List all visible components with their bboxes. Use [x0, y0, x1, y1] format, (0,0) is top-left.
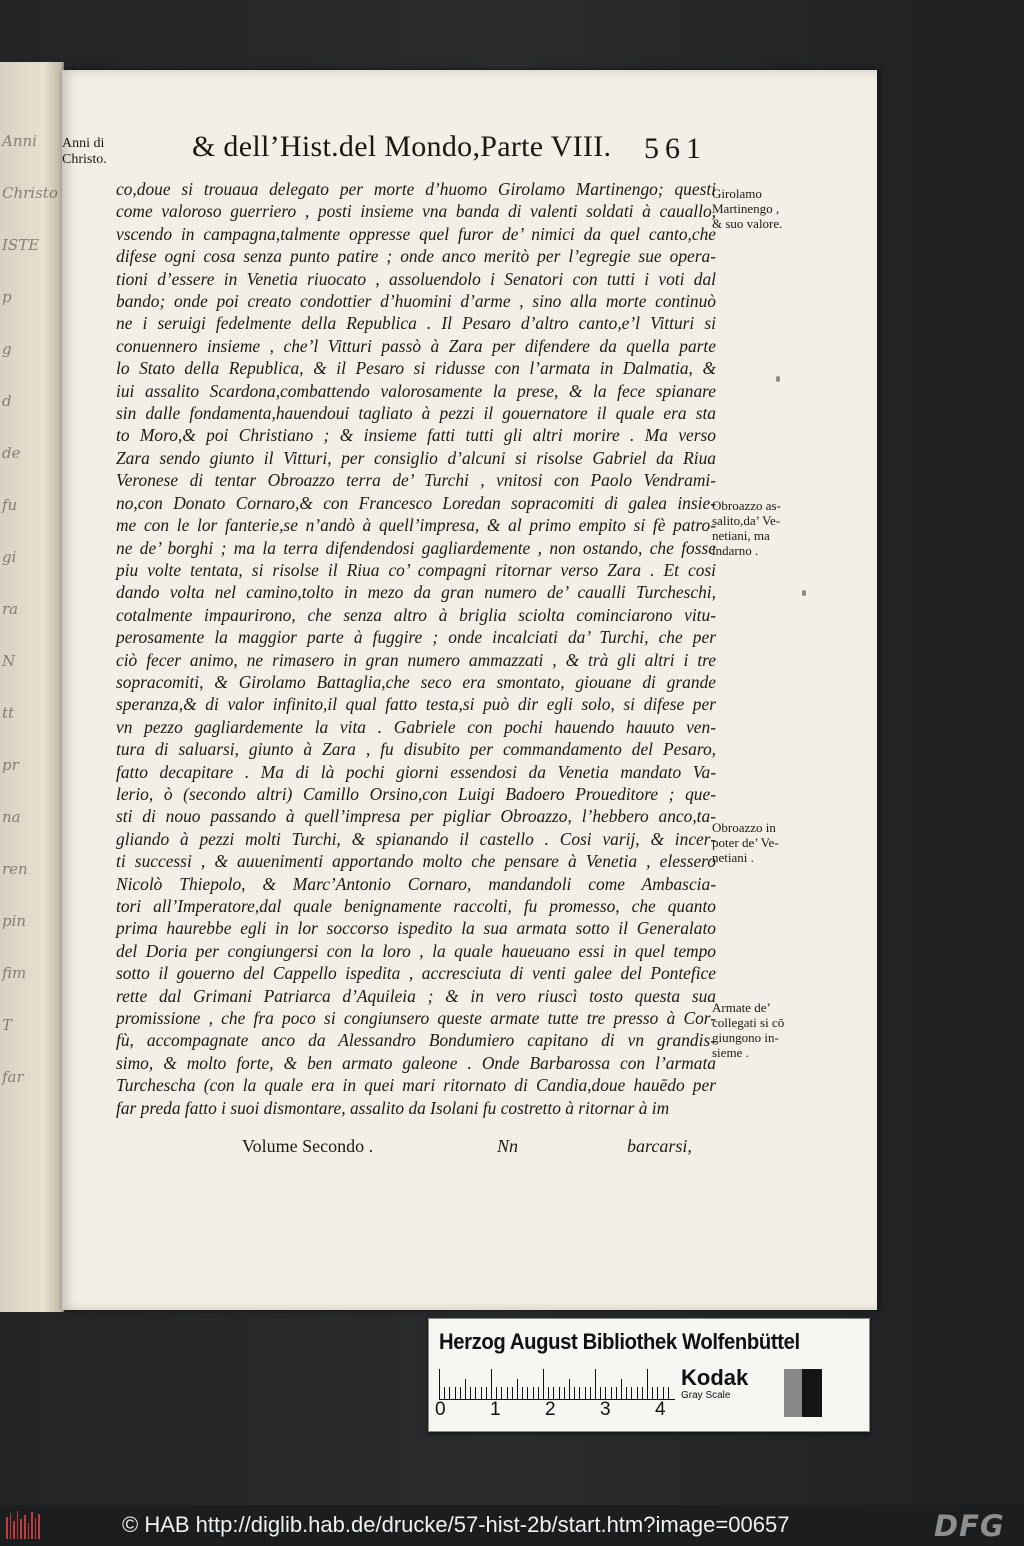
text-line: Nicolò Thiepolo, & Marc’Antonio Cornaro, mandandoli come Ambascia- — [116, 873, 716, 894]
ruler-tick — [652, 1387, 653, 1399]
marginal-header-line: Anni di — [62, 136, 105, 151]
text-line: simo, & molto forte, & ben armato galeone . Onde Barbarossa con l’armata — [116, 1052, 716, 1073]
ruler-tick — [621, 1379, 622, 1399]
marginal-note-line: Obroazzo as- — [712, 498, 781, 513]
text-line: vn pezzo gagliardemente la vita . Gabriele con pochi hauendo hauuto ven- — [116, 716, 716, 737]
marginal-note-line: Armate de’ — [712, 1000, 771, 1015]
facing-page-fragment: far — [2, 1068, 24, 1086]
color-target — [428, 1318, 870, 1432]
facing-page-fragment: g — [2, 340, 12, 358]
ruler-tick — [668, 1387, 669, 1399]
barcode-bar — [6, 1517, 8, 1539]
facing-page-fragment: d — [2, 392, 12, 410]
marginal-note — [712, 186, 816, 231]
text-line: lo Stato della Republica, & il Pesaro si ridusse con l’armata in Dalmatia, & — [116, 358, 716, 379]
ruler-tick — [460, 1387, 461, 1399]
text-line: sin dalle fondamenta,hauendoui tagliato à pezzi il gouernatore il quale era sta — [116, 403, 716, 424]
gray-scale-patches — [784, 1369, 824, 1417]
text-line: rette dal Grimani Patriarca d’Aquileia ; & in vero riuscì tosto questa sua — [116, 985, 716, 1006]
text-line: prima haurebbe egli in lor soccorso ispedito la sua armata sotto il Generalato — [116, 918, 716, 939]
ruler-label: 0 — [435, 1399, 446, 1420]
facing-page-fragment: N — [2, 652, 16, 670]
ruler-tick — [574, 1387, 575, 1399]
copyright-link[interactable]: © HAB http://diglib.hab.de/drucke/57-hist-2b/start.htm?image=00657 — [122, 1512, 790, 1537]
ruler-tick — [501, 1387, 502, 1399]
facing-page-fragment: T — [2, 1016, 13, 1034]
barcode-bar — [13, 1521, 15, 1539]
ruler-tick — [533, 1387, 534, 1399]
marginal-note-line: netiani . — [712, 850, 754, 865]
text-line: lerio, ò (secondo altri) Camillo Orsino,con Luigi Badoero Proueditore ; que- — [116, 783, 716, 804]
ruler-tick — [642, 1387, 643, 1399]
target-title: Herzog August Bibliothek Wolfenbüttel — [439, 1329, 800, 1354]
ruler-tick — [481, 1387, 482, 1399]
text-line: cotalmente impaurirono, che senza altro à briglia sciolta cominciarono vitu- — [116, 604, 716, 625]
facing-page-fragment: ren — [2, 860, 28, 878]
ruler — [439, 1367, 675, 1400]
kodak-logo — [681, 1365, 748, 1401]
facing-page-fragment: na — [2, 808, 21, 826]
ruler-tick — [496, 1387, 497, 1399]
ink-mark — [802, 590, 806, 596]
book-page — [62, 70, 877, 1310]
ruler-tick — [611, 1387, 612, 1399]
ruler-tick — [543, 1369, 544, 1399]
facing-page-fragment: Anni — [2, 132, 37, 150]
facing-page-fragment: tt — [2, 704, 15, 722]
ruler-tick — [507, 1387, 508, 1399]
facing-page-fragment: Christo — [2, 184, 58, 202]
text-line: fatto decapitare . Ma di là pochi giorni essendosi da Venetia mandato Va- — [116, 761, 716, 782]
marginal-note — [712, 1000, 816, 1060]
ruler-tick — [600, 1387, 601, 1399]
body-text — [116, 178, 716, 1119]
ruler-tick — [512, 1387, 513, 1399]
running-title: & dell’Hist.del Mondo,Parte VIII. — [192, 130, 612, 163]
text-line: difese ogni cosa senza punto patire ; onde anco meritò per l’egregie sue opera- — [116, 246, 716, 267]
ruler-labels — [435, 1399, 695, 1423]
marginal-note — [712, 820, 816, 865]
ruler-tick — [517, 1379, 518, 1399]
page-footer — [242, 1136, 722, 1160]
barcode-icon[interactable] — [6, 1511, 40, 1539]
text-line: ne de’ borghi ; ma la terra difendendosi gagliardemente , non ostando, che fosse — [116, 537, 716, 558]
text-line: tori all’Imperatore,dal quale benignamente raccolti, fu promesso, che quanto — [116, 896, 716, 916]
text-line: Zara sendo giunto il Vitturi, per consiglio d’alcuni si risolse Gabriel da Riua — [116, 447, 716, 468]
ruler-label: 1 — [490, 1399, 501, 1420]
marginal-note-line: sieme . — [712, 1045, 749, 1060]
text-line: tioni d’essere in Venetia riuocato , assoluendolo i Senatori con tutti i voti dal — [116, 268, 716, 289]
facing-page-fragment: fu — [2, 496, 18, 514]
text-line: far preda fatto i suoi dismontare, assalito da Isolani fu costretto à ritornar à im — [116, 1097, 670, 1118]
text-line: vscendo in campagna,talmente oppresse quel furor de’ nimici da quel canto,che — [116, 223, 716, 244]
ruler-tick — [439, 1369, 440, 1399]
facing-page-edge — [0, 62, 64, 1312]
text-line: tura di saluarsi, giunto à Zara , fu disubito per commandamento del Pesaro, — [116, 739, 716, 760]
marginal-note — [712, 498, 816, 558]
ruler-tick — [486, 1387, 487, 1399]
text-line: speranza,& di valor infinito,il qual fatto testa,si può dir egli solo, si difese per — [116, 694, 716, 715]
viewer-footer — [0, 1505, 1024, 1546]
volume-label: Volume Secondo . — [242, 1136, 374, 1156]
ruler-tick — [579, 1387, 580, 1399]
facing-page-fragment: pr — [2, 756, 19, 774]
ruler-tick — [657, 1387, 658, 1399]
facing-page-fragment: ISTE — [2, 236, 40, 254]
ruler-tick — [527, 1387, 528, 1399]
text-line: Veronese di tentar Obroazzo terra de’ Turchi , vnitosi con Paolo Vendrami- — [116, 470, 716, 491]
dfg-logo[interactable]: DFG — [934, 1509, 1005, 1543]
gray-patch — [784, 1369, 802, 1417]
page-number: 561 — [644, 132, 707, 165]
barcode-bar — [24, 1515, 26, 1539]
marginal-note-line: poter de’ Ve- — [712, 835, 779, 850]
text-line: to Moro,& poi Christiano ; & insieme fatti tutti gli altri morire . Ma verso — [116, 425, 716, 446]
marginal-header-line: Christo. — [62, 152, 107, 167]
ruler-tick — [647, 1369, 648, 1399]
marginal-note-line: Obroazzo in — [712, 820, 776, 835]
facing-page-fragment: de — [2, 444, 21, 462]
ruler-tick — [522, 1387, 523, 1399]
text-line: gliando à pezzi molti Turchi, & spianando il castello . Cosi varij, & incer- — [116, 828, 716, 849]
ruler-tick — [449, 1387, 450, 1399]
ruler-tick — [465, 1379, 466, 1399]
text-line: me con le lor fanterie,se n’andò à quell’impresa, & al primo empito si fè patro- — [116, 515, 716, 536]
marginal-note-line: Martinengo , — [712, 201, 780, 216]
text-line: conuennero insieme , che’l Vitturi passò à Zara per difendere da quella parte — [116, 335, 716, 356]
ruler-tick — [595, 1369, 596, 1399]
text-line: Turchescha (con la quale era in quei mari ritornato di Candia,doue hauēdo per — [116, 1075, 716, 1096]
brand-name: Kodak — [681, 1365, 749, 1390]
text-line: sotto il gouerno del Cappello ispedita , accresciuta di venti galee del Pontefice — [116, 963, 716, 984]
marginal-note-line: Girolamo — [712, 186, 762, 201]
facing-page-fragment: ra — [2, 600, 19, 618]
barcode-bar — [20, 1519, 22, 1539]
text-line: come valoroso guerriero , posti insieme vna banda di valenti soldati à cauallo, — [116, 201, 716, 222]
text-line: co,doue si trouaua delegato per morte d’huomo Girolamo Martinengo; questi — [116, 179, 716, 199]
text-line: iui assalito Scardona,combattendo valorosamente la prese, & la fece spianare — [116, 380, 716, 401]
black-patch — [802, 1369, 822, 1417]
ruler-tick — [637, 1387, 638, 1399]
ruler-tick — [564, 1387, 565, 1399]
ruler-tick — [553, 1387, 554, 1399]
text-line: sti di nouo passando à quell’impresa per pigliar Obroazzo, l’hebbero anco,ta- — [116, 806, 716, 827]
text-line: ne i seruigi fedelmente della Republica . Il Pesaro d’altro canto,e’l Vitturi si — [116, 313, 716, 334]
ruler-label: 4 — [655, 1399, 666, 1420]
ruler-tick — [470, 1387, 471, 1399]
ruler-tick — [590, 1387, 591, 1399]
barcode-bar — [35, 1518, 37, 1539]
ruler-tick — [626, 1387, 627, 1399]
ruler-tick — [491, 1369, 492, 1399]
text-line: dando volta nel camino,tolto in mezo da gran numero de’ caualli Turcheschi, — [116, 582, 716, 603]
ruler-tick — [569, 1379, 570, 1399]
facing-page-fragment: pin — [2, 912, 27, 930]
text-line: bando; onde poi creato condottier d’huomini d’arme , sino alla morte continuò — [116, 291, 716, 312]
text-line: promissione , che fra poco si congiunsero queste armate tutte tre presso à Cor- — [116, 1008, 716, 1029]
ruler-tick — [444, 1387, 445, 1399]
ink-mark — [776, 376, 780, 382]
barcode-bar — [17, 1511, 19, 1539]
barcode-bar — [10, 1513, 12, 1539]
brand-subtitle: Gray Scale — [681, 1390, 731, 1401]
barcode-bar — [38, 1514, 40, 1539]
facing-page-fragment: p — [2, 288, 12, 306]
ruler-label: 3 — [600, 1399, 611, 1420]
marginal-note-line: giungono in- — [712, 1030, 779, 1045]
marginal-header — [62, 136, 132, 168]
text-line: fù, accompagnate anco da Alessandro Bondumiero capitano di vn grandis- — [116, 1030, 716, 1051]
ruler-tick — [559, 1387, 560, 1399]
ruler-tick — [605, 1387, 606, 1399]
ruler-tick — [455, 1387, 456, 1399]
text-line: piu volte tentata, si risolse il Riua co’ compagni ritornar verso Zara . Et cosi — [116, 559, 716, 580]
facing-page-fragment: gi — [2, 548, 17, 566]
text-line: sopracomiti, & Girolamo Battaglia,che seco era smontato, giouane di grande — [116, 671, 716, 692]
text-line: no,con Donato Cornaro,& con Francesco Loredan sopracomiti di galea insie- — [116, 492, 716, 513]
ruler-tick — [631, 1387, 632, 1399]
text-line: perosamente la maggior parte à fuggire ; onde incalciati da’ Turchi, che per — [116, 627, 716, 648]
facing-page-fragment: fim — [2, 964, 27, 982]
signature-mark: Nn — [497, 1136, 519, 1156]
text-line: del Doria per congiungersi con la loro , la quale haueuano essi in quel tempo — [116, 940, 716, 961]
marginal-note-line: netiani, ma — [712, 528, 770, 543]
ruler-tick — [585, 1387, 586, 1399]
ruler-tick — [548, 1387, 549, 1399]
text-line: ti successi , & auuenimenti apportando molto che pensare à Venetia , elessero — [116, 851, 716, 872]
marginal-note-line: collegati si cō — [712, 1015, 785, 1030]
barcode-bar — [31, 1512, 33, 1539]
marginal-note-line: & suo valore. — [712, 216, 783, 231]
text-line: ciò fecer animo, ne rimasero in gran numero ammazzati , & trà gli altri i tre — [116, 649, 716, 670]
ruler-tick — [616, 1387, 617, 1399]
ruler-tick — [663, 1387, 664, 1399]
ruler-tick — [538, 1387, 539, 1399]
marginal-note-line: indarno . — [712, 543, 759, 558]
ruler-label: 2 — [545, 1399, 556, 1420]
ruler-tick — [475, 1387, 476, 1399]
marginal-note-line: salito,da’ Ve- — [712, 513, 781, 528]
catchword: barcarsi, — [627, 1136, 692, 1156]
barcode-bar — [28, 1523, 30, 1539]
